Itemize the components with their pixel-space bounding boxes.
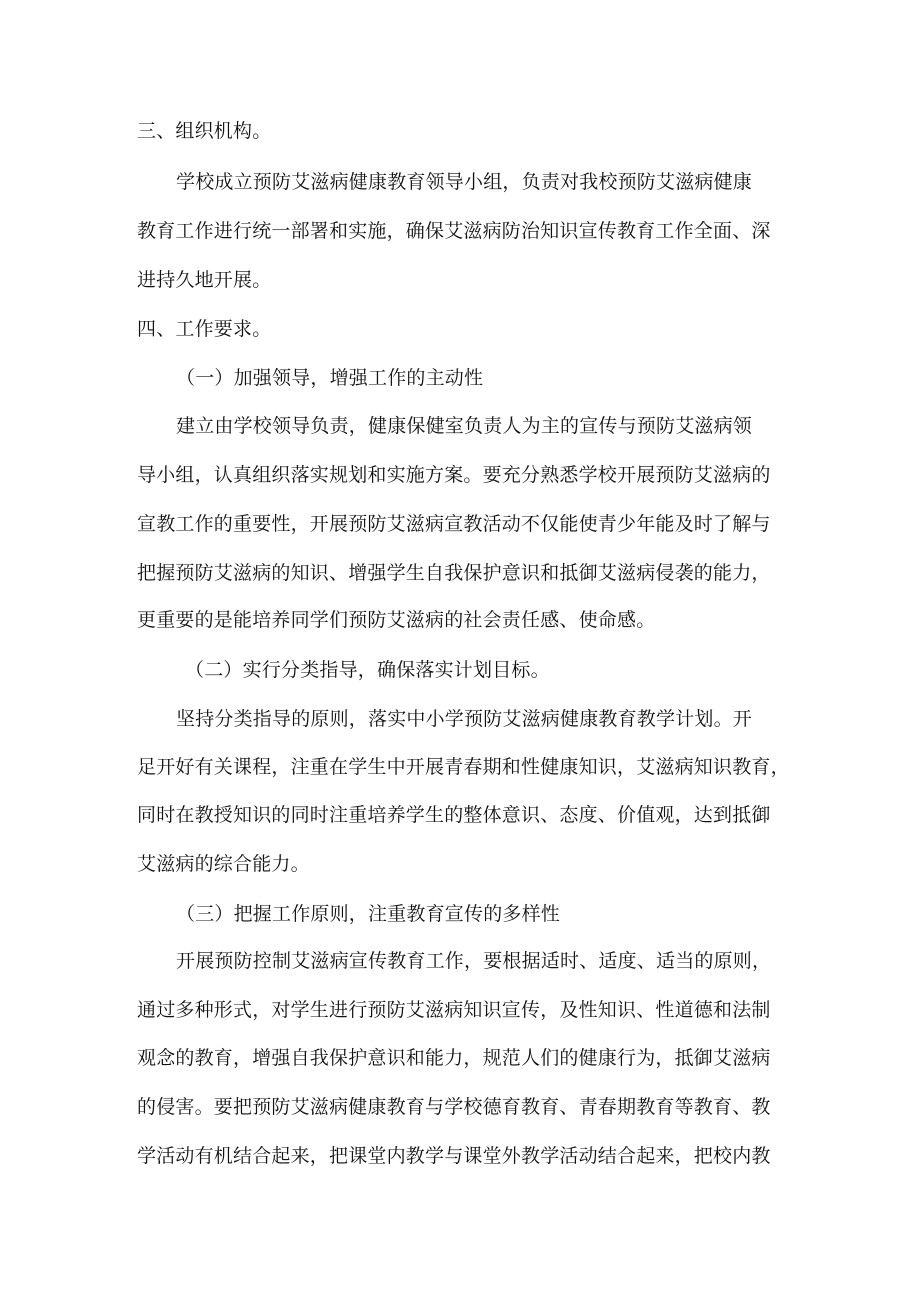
paragraph-line: 教育工作进行统一部署和实施，确保艾滋病防治知识宣传教育工作全面、深 xyxy=(137,220,771,242)
paragraph-line: 宣教工作的重要性，开展预防艾滋病宣教活动不仅能使青少年能及时了解与 xyxy=(137,513,771,535)
paragraph-line: 通过多种形式，对学生进行预防艾滋病知识宣传，及性知识、性道德和法制 xyxy=(137,999,771,1021)
subheading-1: （一）加强领导，增强工作的主动性 xyxy=(176,367,484,389)
paragraph-line: 学活动有机结合起来，把课堂内教学与课堂外教学活动结合起来，把校内教 xyxy=(137,1145,771,1167)
section-heading-4: 四、工作要求。 xyxy=(137,318,272,340)
paragraph-line: 同时在教授知识的同时注重培养学生的整体意识、态度、价值观，达到抵御 xyxy=(137,804,771,826)
paragraph-line: 导小组，认真组织落实规划和实施方案。要充分熟悉学校开展预防艾滋病的 xyxy=(137,464,771,486)
subheading-3: （三）把握工作原则，注重教育宣传的多样性 xyxy=(176,903,561,925)
paragraph-line: 进持久地开展。 xyxy=(137,269,272,291)
paragraph-line: 坚持分类指导的原则，落实中小学预防艾滋病健康教育教学计划。开 xyxy=(176,708,753,730)
paragraph-line: 足开好有关课程，注重在学生中开展青春期和性健康知识，艾滋病知识教育， xyxy=(137,756,790,778)
section-heading-3: 三、组织机构。 xyxy=(137,120,272,142)
subheading-2: （二）实行分类指导，确保落实计划目标。 xyxy=(185,659,550,681)
paragraph-line: 艾滋病的综合能力。 xyxy=(137,853,310,875)
paragraph-line: 建立由学校领导负责，健康保健室负责人为主的宣传与预防艾滋病领 xyxy=(176,415,753,437)
paragraph-line: 开展预防控制艾滋病宣传教育工作，要根据适时、适度、适当的原则， xyxy=(176,950,772,972)
paragraph-line: 更重要的是能培养同学们预防艾滋病的社会责任感、使命感。 xyxy=(137,609,656,631)
paragraph-line: 的侵害。要把预防艾滋病健康教育与学校德育教育、青春期教育等教育、教 xyxy=(137,1096,771,1118)
paragraph-line: 把握预防艾滋病的知识、增强学生自我保护意识和抵御艾滋病侵袭的能力， xyxy=(137,562,771,584)
paragraph-line: 观念的教育，增强自我保护意识和能力，规范人们的健康行为，抵御艾滋病 xyxy=(137,1047,771,1069)
paragraph-line: 学校成立预防艾滋病健康教育领导小组，负责对我校预防艾滋病健康 xyxy=(176,171,753,193)
